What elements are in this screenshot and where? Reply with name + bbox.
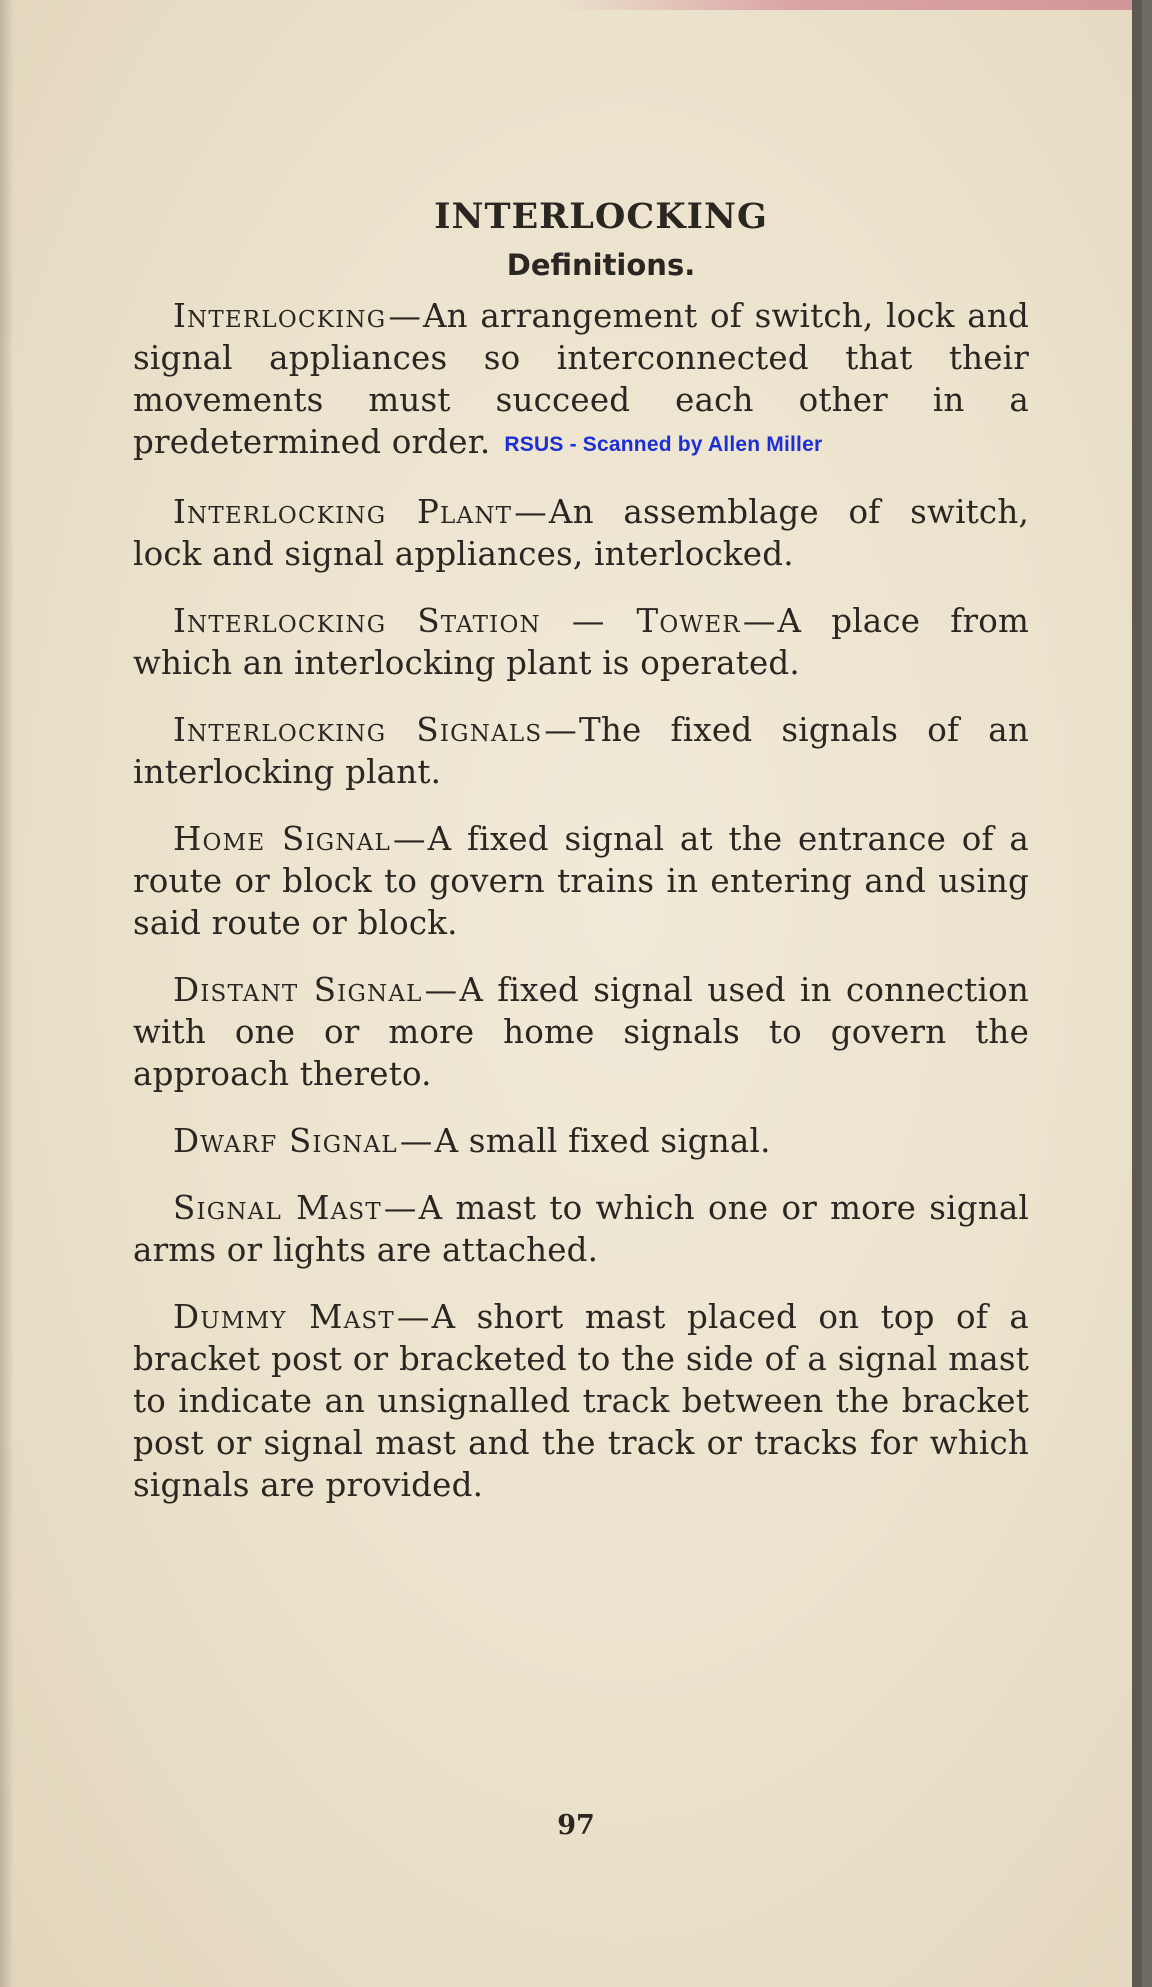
definition-interlocking-plant [133, 491, 1029, 575]
definition-term: Distant Signal [173, 971, 423, 1009]
definition-interlocking-station [133, 600, 1029, 684]
definition-text: The fixed signals of an interlocking plant. [133, 711, 1029, 791]
definition-distant-signal [133, 969, 1029, 1095]
term-separator: — [396, 1298, 430, 1336]
scanner-watermark: RSUS - Scanned by Allen Miller [504, 433, 823, 456]
definition-text: A mast to which one or more signal arms or lights are attached. [133, 1189, 1030, 1269]
definition-text: A small fixed signal. [434, 1122, 771, 1160]
definition-text: A place from which an interlocking plant is operated. [133, 602, 1029, 682]
definition-term: Interlocking Signals [173, 711, 543, 749]
term-separator: — [399, 1122, 433, 1160]
page-subtitle: Definitions. [506, 248, 696, 282]
page-edge-stain [560, 0, 1140, 10]
definition-interlocking [133, 295, 1029, 466]
definition-text: A fixed signal at the entrance of a route or block to govern trains in entering and using said route or block. [133, 820, 1029, 942]
term-separator: — [392, 820, 426, 858]
definition-term: Interlocking Plant [173, 493, 513, 531]
term-separator: — [388, 297, 422, 335]
definition-dummy-mast [133, 1296, 1029, 1506]
page-content [133, 195, 1029, 1531]
definition-home-signal [133, 818, 1029, 944]
definition-term: Dummy Mast [173, 1298, 395, 1336]
definition-term: Signal Mast [173, 1189, 382, 1227]
definition-term: Interlocking Station — Tower [173, 602, 741, 640]
term-separator: — [424, 971, 458, 1009]
definition-text: An assemblage of switch, lock and signal appliances, interlocked. [133, 493, 1029, 573]
term-separator: — [514, 493, 547, 531]
term-separator: — [742, 602, 776, 640]
definition-signal-mast [133, 1187, 1029, 1271]
page-gutter-shadow [0, 0, 14, 1987]
definition-text: A short mast placed on top of a bracket post or bracketed to the side of a signal mast to indicate an unsignalled track between the bracket post or signal mast and the track or tracks for which signals are provided. [133, 1298, 1029, 1504]
definition-text: A fixed signal used in connection with one or more home signals to govern the approach thereto. [133, 971, 1029, 1093]
definition-dwarf-signal [133, 1120, 1029, 1162]
page-title: INTERLOCKING [434, 196, 768, 237]
definition-text: An arrangement of switch, lock and signal appliances so interconnected that their movements must succeed each other in a predetermined order. [133, 297, 1029, 461]
definition-term: Dwarf Signal [173, 1122, 398, 1160]
definition-interlocking-signals [133, 709, 1029, 793]
term-separator: — [383, 1189, 417, 1227]
definition-term: Interlocking [173, 297, 387, 335]
page-number: 97 [557, 1810, 595, 1841]
term-separator: — [544, 711, 577, 749]
definition-term: Home Signal [173, 820, 391, 858]
